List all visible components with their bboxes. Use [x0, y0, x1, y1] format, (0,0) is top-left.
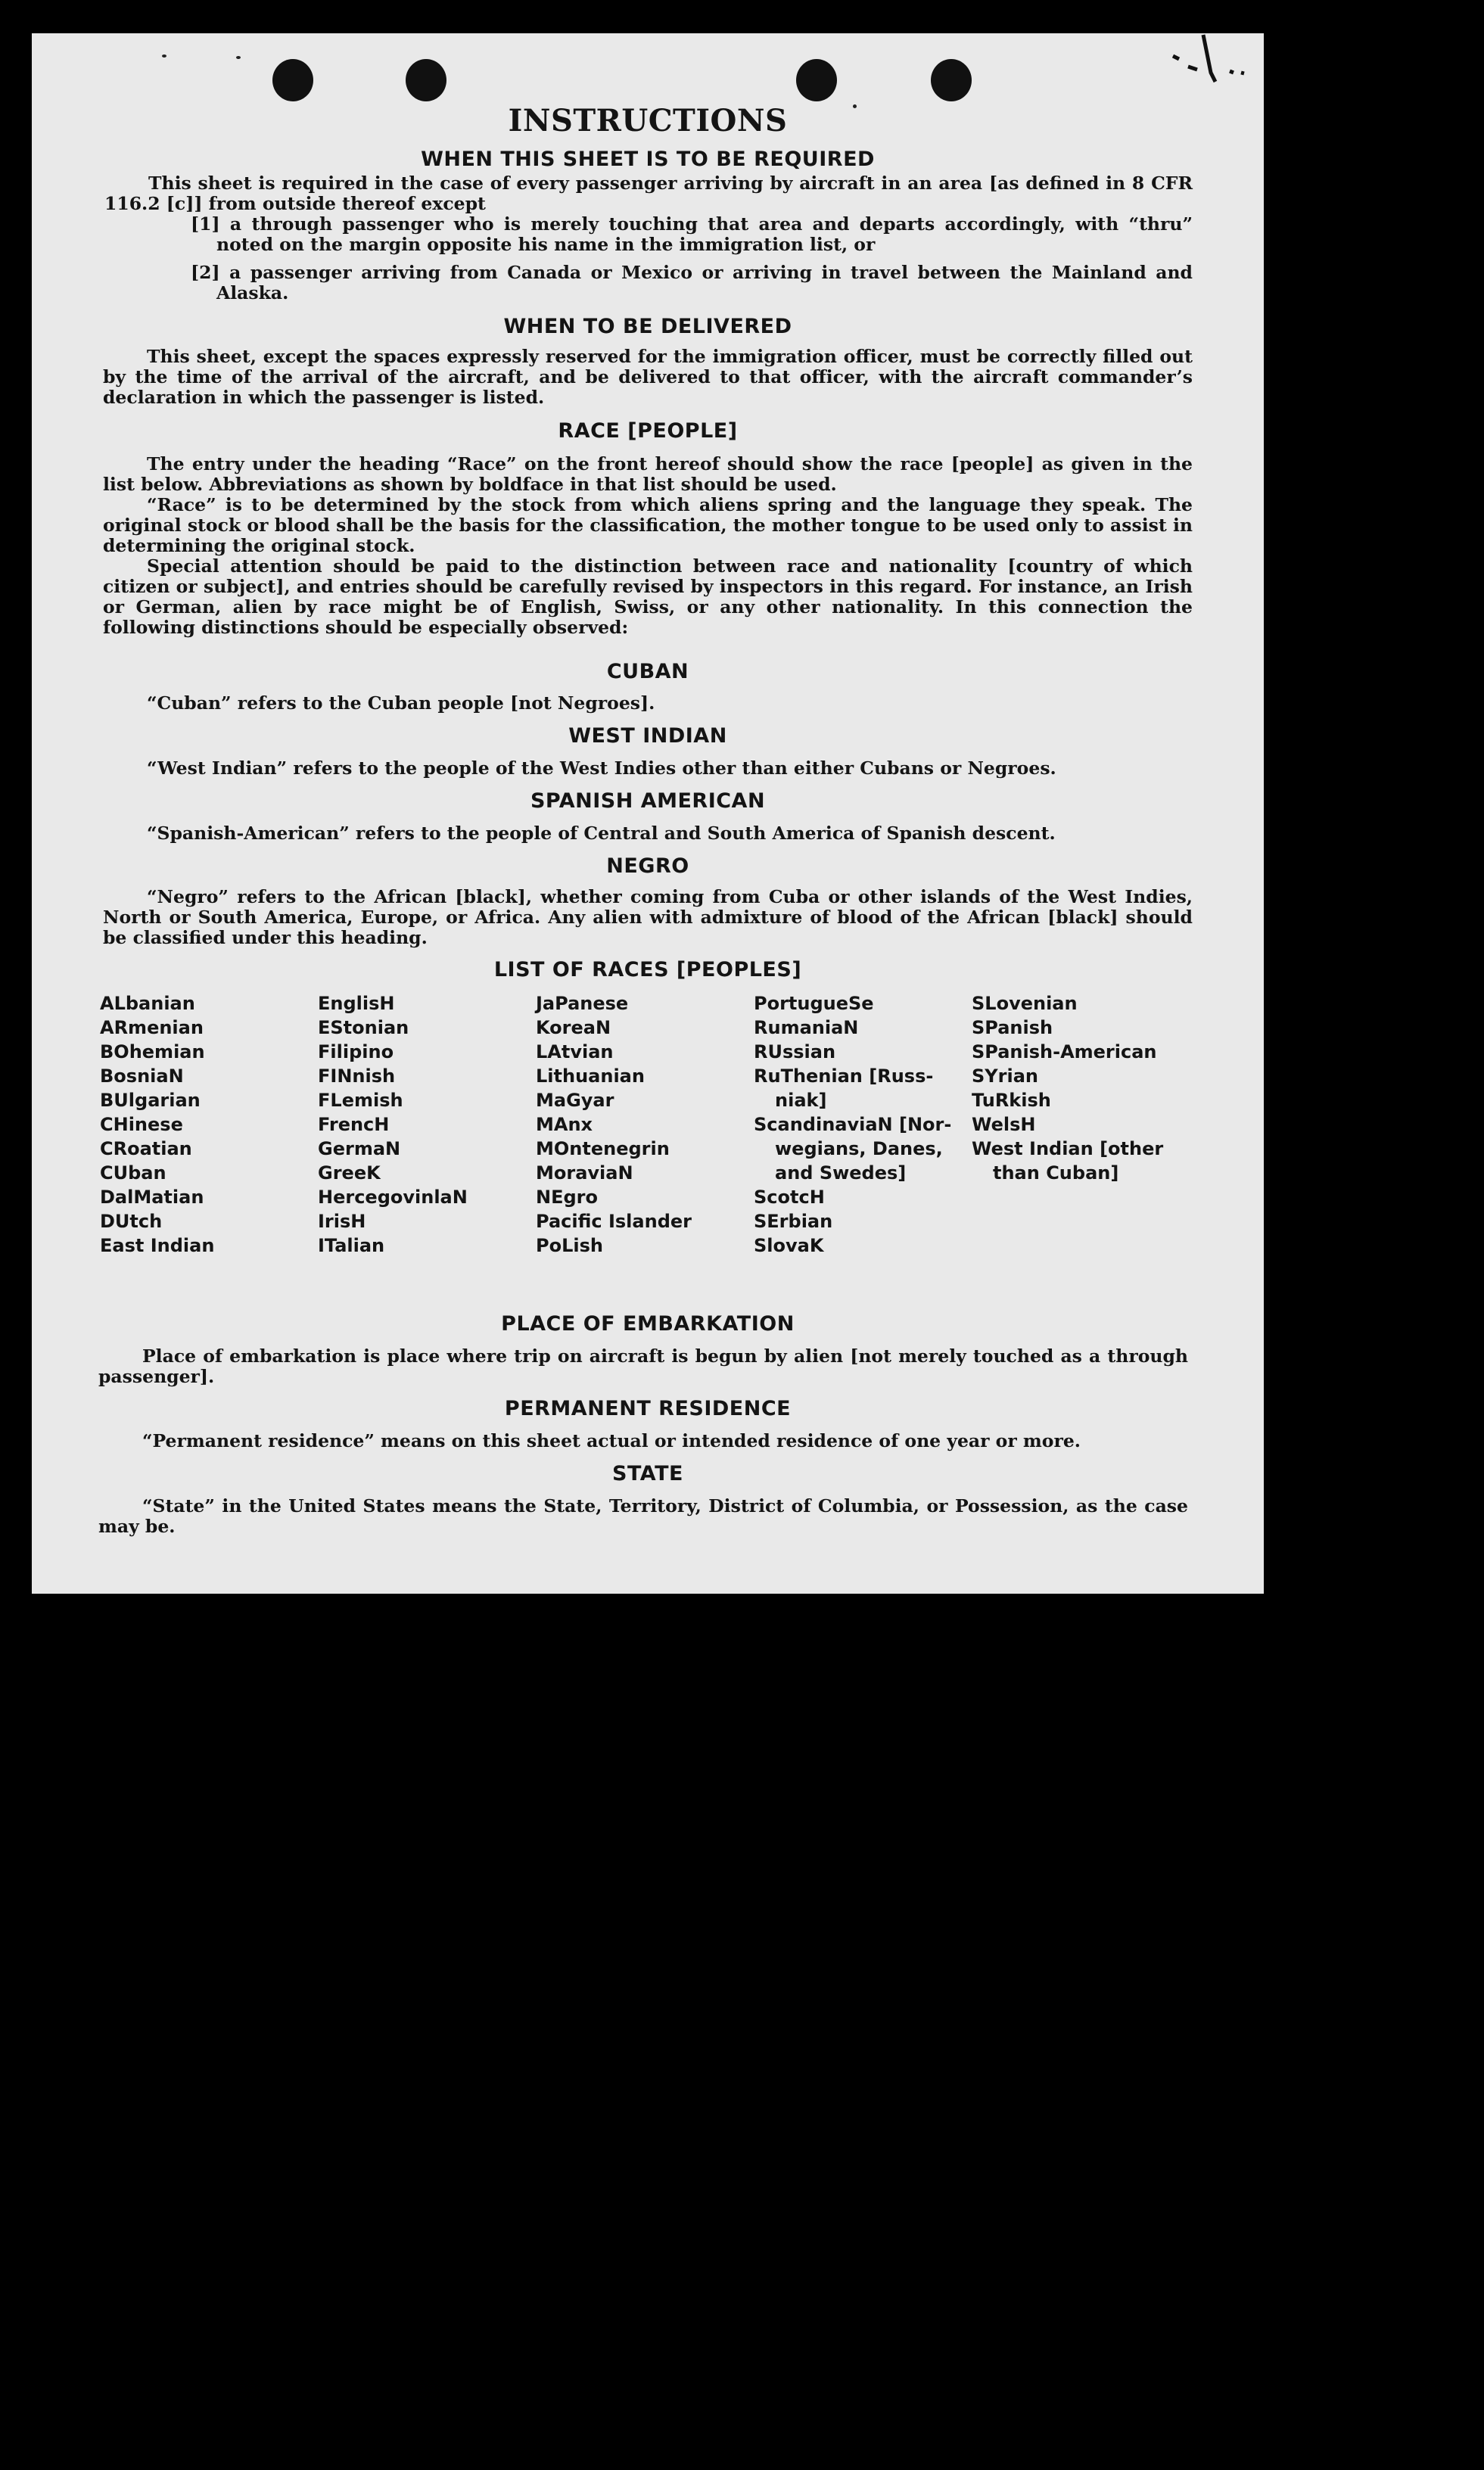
race-item: JaPanese: [536, 993, 629, 1014]
race-item: WelsH: [972, 1114, 1036, 1135]
list-item: [2] a passenger arriving from Canada or Mexico or arriving in travel between the Mainland and Alaska.: [191, 262, 1193, 303]
race-item: TuRkish: [972, 1090, 1051, 1111]
speck: [162, 54, 166, 58]
race-column: [754, 991, 972, 1258]
race-item: ALbanian: [100, 993, 195, 1014]
race-column: [318, 991, 536, 1258]
race-item: MOntenegrin: [536, 1138, 670, 1159]
race-item: RUssian: [754, 1041, 836, 1062]
heading-race: RACE [PEOPLE]: [558, 419, 738, 443]
race-item: ScandinaviaN [Nor-: [754, 1114, 952, 1135]
heading-west-indian: WEST INDIAN: [568, 724, 727, 748]
heading-state: STATE: [612, 1462, 683, 1485]
race-item: RumaniaN: [754, 1017, 859, 1038]
page-title: INSTRUCTIONS: [508, 103, 788, 138]
race-item: East Indian: [100, 1235, 215, 1256]
race-item: SPanish-American: [972, 1041, 1157, 1062]
race-list: [100, 991, 1220, 1258]
race-item: Pacific Islander: [536, 1211, 692, 1232]
race-item: CRoatian: [100, 1138, 192, 1159]
race-item: SPanish: [972, 1017, 1053, 1038]
race-item: PortugueSe: [754, 993, 874, 1014]
race-item: CHinese: [100, 1114, 183, 1135]
race-item: Lithuanian: [536, 1065, 645, 1087]
punch-hole: [406, 59, 446, 101]
punch-hole: [796, 59, 837, 101]
heading-required: WHEN THIS SHEET IS TO BE REQUIRED: [421, 148, 875, 171]
race-column: [972, 991, 1190, 1258]
race-item: ITalian: [318, 1235, 385, 1256]
race-item: GermaN: [318, 1138, 401, 1159]
punch-hole: [272, 59, 313, 101]
race-item: HercegovinlaN: [318, 1187, 468, 1208]
paragraph-west-indian: “West Indian” refers to the people of the West Indies other than either Cubans or Negroes.: [147, 757, 1056, 779]
heading-residence: PERMANENT RESIDENCE: [504, 1397, 792, 1420]
race-item: FLemish: [318, 1090, 403, 1111]
race-item: CUban: [100, 1162, 166, 1184]
paragraph-spanish-american: “Spanish-American” refers to the people of Central and South America of Spanish descent.: [147, 823, 1056, 844]
race-item: MAnx: [536, 1114, 593, 1135]
heading-negro: NEGRO: [606, 854, 689, 878]
race-item: DalMatian: [100, 1187, 204, 1208]
race-item: IrisH: [318, 1211, 366, 1232]
paragraph-delivered: This sheet, except the spaces expressly reserved for the immigration officer, must be correctly filled out by the time of the arrival of the aircraft, and be delivered to that officer, with the aircraft commander’s declaration in which the passenger is listed.: [103, 346, 1193, 408]
race-item: LAtvian: [536, 1041, 614, 1062]
race-item: BosniaN: [100, 1065, 184, 1087]
paragraph-residence: “Permanent residence” means on this sheet actual or intended residence of one year or more.: [142, 1430, 1081, 1451]
heading-embarkation: PLACE OF EMBARKATION: [501, 1312, 795, 1336]
paragraph-state: “State” in the United States means the State, Territory, District of Columbia, or Possession, as the case may be.: [98, 1495, 1188, 1537]
paragraph-required: This sheet is required in the case of every passenger arriving by aircraft in an area [as defined in 8 CFR 116.2 [c]] from outside thereof except: [104, 173, 1193, 214]
paragraph-embarkation: Place of embarkation is place where trip on aircraft is begun by alien [not merely touched as a through passenger].: [98, 1345, 1188, 1387]
race-item: PoLish: [536, 1235, 603, 1256]
ink-mark: [1158, 33, 1249, 101]
race-item: KoreaN: [536, 1017, 611, 1038]
list-item: [1] a through passenger who is merely touching that area and departs accordingly, with “thru” noted on the margin opposite his name in the immigration list, or: [191, 213, 1193, 255]
paragraph-race-1: The entry under the heading “Race” on the front hereof should show the race [people] as given in the list below. Abbreviations as shown by boldface in that list should be used.: [103, 453, 1193, 495]
paragraph-race-2: “Race” is to be determined by the stock from which aliens spring and the language they speak. The original stock or blood shall be the basis for the classification, the mother tongue to be used only to assist in determining the original stock.: [103, 494, 1193, 556]
race-item: MaGyar: [536, 1090, 614, 1111]
race-item: MoraviaN: [536, 1162, 633, 1184]
race-item: ScotcH: [754, 1187, 825, 1208]
punch-hole: [931, 59, 972, 101]
speck: [236, 56, 241, 59]
paragraph-race-3: Special attention should be paid to the distinction between race and nationality [country of which citizen or subject], and entries should be carefully revised by inspectors in this regard. For instance, an Irish or German, alien by race might be of English, Swiss, or any other nationality. In this connection the following distinctions should be especially observed:: [103, 555, 1193, 638]
race-item: FINnish: [318, 1065, 396, 1087]
race-column: [100, 991, 318, 1258]
race-item: SYrian: [972, 1065, 1039, 1087]
document-page: [32, 33, 1264, 1594]
race-item: EnglisH: [318, 993, 395, 1014]
race-item: FrencH: [318, 1114, 390, 1135]
race-item: ARmenian: [100, 1017, 204, 1038]
race-item: West Indian [other: [972, 1138, 1164, 1159]
race-item: wegians, Danes,: [775, 1138, 943, 1159]
race-item: Filipino: [318, 1041, 394, 1062]
heading-delivered: WHEN TO BE DELIVERED: [503, 315, 792, 338]
race-column: [536, 991, 754, 1258]
heading-list-of-races: LIST OF RACES [PEOPLES]: [493, 958, 802, 981]
heading-spanish-american: SPANISH AMERICAN: [530, 789, 766, 813]
race-item: SlovaK: [754, 1235, 824, 1256]
race-item: NEgro: [536, 1187, 598, 1208]
race-item: BUlgarian: [100, 1090, 201, 1111]
race-item: EStonian: [318, 1017, 409, 1038]
race-item: GreeK: [318, 1162, 381, 1184]
race-item: BOhemian: [100, 1041, 205, 1062]
race-item: SErbian: [754, 1211, 833, 1232]
race-item: RuThenian [Russ-: [754, 1065, 934, 1087]
paragraph-negro: “Negro” refers to the African [black], whether coming from Cuba or other islands of the West Indies, North or South America, Europe, or Africa. Any alien with admixture of blood of the African [black] should be classified under this heading.: [103, 886, 1193, 948]
race-item: SLovenian: [972, 993, 1078, 1014]
race-item: DUtch: [100, 1211, 163, 1232]
race-item: and Swedes]: [775, 1162, 907, 1184]
race-item: than Cuban]: [993, 1162, 1119, 1184]
heading-cuban: CUBAN: [606, 660, 689, 683]
race-item: niak]: [775, 1090, 827, 1111]
paragraph-cuban: “Cuban” refers to the Cuban people [not Negroes].: [147, 692, 655, 714]
